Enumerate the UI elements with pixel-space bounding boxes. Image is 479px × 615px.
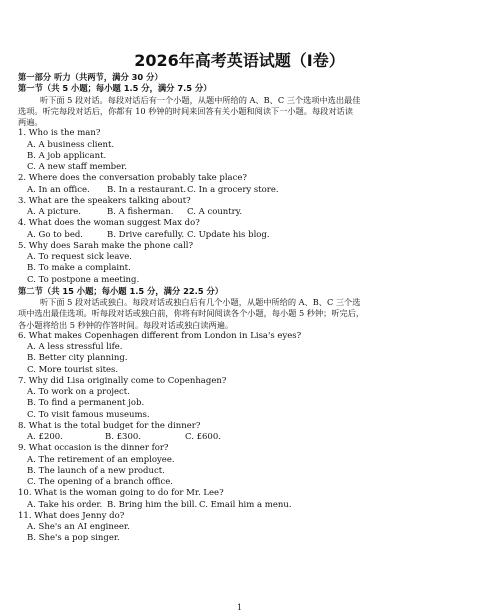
- option-a: A. £200.: [27, 432, 63, 442]
- option-c: C. In a grocery store.: [187, 184, 279, 195]
- page-number: 1: [236, 603, 243, 612]
- option-c: C. Email him a menu.: [199, 499, 292, 510]
- options-row: [18, 207, 466, 218]
- part1-heading: 第一部分 听力（共两节，满分 30 分）: [18, 72, 163, 82]
- option-b: B. She's a pop singer.: [27, 533, 120, 544]
- question-stem: 3. What are the speakers talking about?: [18, 195, 191, 206]
- option-b: B. Better city planning.: [27, 353, 128, 364]
- option-b: B. A fisherman.: [107, 207, 174, 217]
- option-a: A. To work on a project.: [27, 387, 130, 397]
- question-stem: 10. What is the woman going to do for Mr. Lee?: [18, 488, 224, 499]
- option-b: B. To find a permanent job.: [27, 398, 145, 409]
- option-c: C. More tourist sites.: [27, 364, 119, 375]
- option-a: A. The retirement of an employee.: [27, 454, 175, 465]
- options-row: [18, 185, 466, 196]
- option-b: B. In a restaurant.: [107, 184, 187, 195]
- option-a: A. A less stressful life.: [27, 342, 123, 352]
- option-c: C. Update his blog.: [187, 229, 270, 240]
- option-c: C. A new staff member.: [27, 162, 127, 172]
- section2-heading: 第二节（共 15 小题；每小题 1.5 分，满分 22.5 分）: [18, 285, 224, 296]
- question-stem: 7. Why did Lisa originally come to Copenhagen?: [18, 375, 227, 386]
- option-b: B. The launch of a new product.: [27, 465, 165, 476]
- question-stem: 2. Where does the conversation probably take place?: [18, 173, 247, 184]
- section1-instruction: 两遍。: [18, 117, 43, 127]
- question-stem: 11. What does Jenny do?: [18, 510, 125, 521]
- section1-heading: 第一节（共 5 小题；每小题 1.5 分，满分 7.5 分）: [18, 83, 212, 94]
- section2-instruction: 听下面 5 段对话或独白。每段对话或独白后有几个小题，从题中所给的 A、B、C 三个选: [40, 297, 361, 307]
- option-b: B. A job applicant.: [27, 150, 107, 161]
- options-row: [18, 500, 466, 511]
- question-stem: 9. What occasion is the dinner for?: [18, 443, 169, 454]
- option-c: C. The opening of a branch office.: [27, 477, 173, 487]
- options-row: [18, 230, 466, 241]
- option-b: B. Drive carefully.: [107, 229, 185, 240]
- option-c: C. A country.: [187, 207, 243, 217]
- option-a: A. Go to bed.: [27, 229, 84, 240]
- option-a: A. A business client.: [27, 139, 115, 150]
- options-row: [18, 432, 466, 443]
- option-a: A. She's an AI engineer.: [27, 522, 130, 532]
- section1-instruction: 选项。听完每段对话后，你都有 10 秒钟的时间来回答有关小题和阅读下一小题。每段对话读: [18, 105, 353, 116]
- question-stem: 4. What does the woman suggest Max do?: [18, 218, 200, 229]
- option-c: C. To postpone a meeting.: [27, 274, 140, 285]
- option-b: B. £300.: [105, 432, 141, 442]
- option-b: B. Bring him the bill.: [107, 499, 198, 510]
- option-b: B. To make a complaint.: [27, 263, 131, 274]
- option-a: A. A picture.: [27, 207, 81, 217]
- exam-content: [18, 72, 466, 545]
- option-a: A. In an office.: [27, 184, 90, 195]
- section1-instruction: 听下面 5 段对话。每段对话后有一个小题，从题中所给的 A、B、C 三个选项中选出最佳: [40, 94, 361, 105]
- option-c: C. £600.: [185, 432, 221, 442]
- section2-instruction: 各小题将给出 5 秒钟的作答时间。每段对话或独白读两遍。: [18, 319, 234, 330]
- question-stem: 6. What makes Copenhagen different from London in Lisa's eyes?: [18, 330, 302, 341]
- section2-instruction: 项中选出最佳选项。听每段对话或独白前，你将有时间阅读各个小题，每小题 5 秒钟；听完后，: [18, 308, 365, 319]
- question-stem: 8. What is the total budget for the dinner?: [18, 420, 201, 431]
- option-c: C. To visit famous museums.: [27, 409, 150, 420]
- option-a: A. Take his order.: [27, 499, 103, 510]
- question-stem: 5. Why does Sarah make the phone call?: [18, 240, 194, 251]
- option-a: A. To request sick leave.: [27, 252, 132, 262]
- exam-title: 2026年高考英语试题（I卷）: [134, 51, 345, 70]
- question-stem: 1. Who is the man?: [18, 128, 101, 139]
